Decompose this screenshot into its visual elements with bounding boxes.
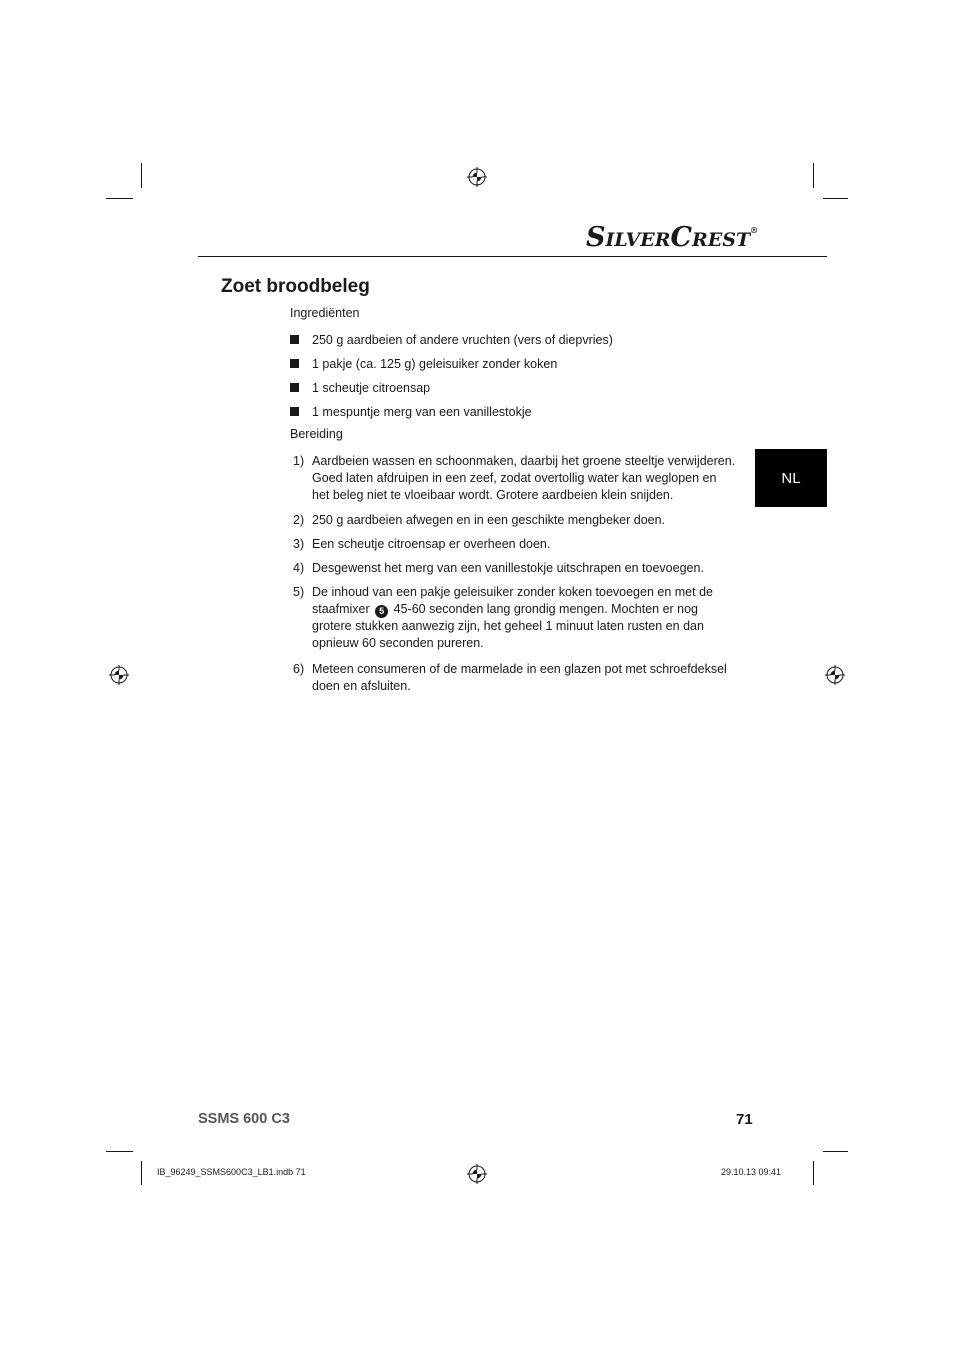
step-line: Desgewenst het merg van een vanillestokje uitschrapen en toevoegen. — [312, 561, 704, 575]
crop-mark — [141, 163, 142, 188]
ingredient-text: 250 g aardbeien of andere vruchten (vers of diepvries) — [312, 333, 613, 347]
numbered-circle-icon: 5 — [375, 605, 388, 618]
step-number: 5) — [293, 585, 305, 599]
ingredient-text: 1 scheutje citroensap — [312, 381, 431, 395]
step-line-part: 45-60 seconden lang grondig mengen. Mochten er nog — [393, 602, 699, 616]
step-line — [312, 601, 733, 618]
step-line: Meteen consumeren of de marmelade in een glazen pot met schroefdeksel — [312, 662, 727, 676]
step-text — [312, 661, 733, 695]
step-text — [312, 536, 733, 553]
crop-mark — [813, 163, 814, 188]
footer-model: SSMS 600 C3 — [198, 1111, 290, 1127]
registered-mark: ® — [750, 225, 759, 235]
step-text — [312, 453, 736, 504]
crop-mark — [823, 1151, 848, 1152]
svg-text:SILVERCREST® — [586, 222, 758, 253]
crop-mark — [813, 1161, 814, 1185]
step-line: grotere stukken aanwezig zijn, het geheel 1 minuut laten rusten en dan — [312, 619, 704, 633]
step-line: De inhoud van een pakje geleisuiker zonder koken toevoegen en met de — [312, 585, 713, 599]
step-number: 1) — [293, 454, 305, 468]
step-line: 250 g aardbeien afwegen en in een geschikte mengbeker doen. — [312, 513, 666, 527]
list-item — [290, 333, 613, 347]
registration-mark-icon — [109, 665, 129, 685]
list-item — [290, 357, 557, 371]
step-text — [312, 560, 733, 577]
page-number: 71 — [736, 1111, 753, 1128]
crop-mark — [823, 198, 848, 199]
step-line: Een scheutje citroensap er overheen doen. — [312, 537, 551, 551]
step-text — [312, 584, 733, 652]
list-item — [290, 381, 430, 395]
preparation-heading: Bereiding — [290, 427, 343, 441]
language-tab: NL — [755, 449, 827, 507]
ingredients-heading: Ingrediënten — [290, 306, 360, 320]
header-rule — [198, 256, 827, 257]
step-number: 4) — [293, 561, 305, 575]
registration-mark-icon — [467, 167, 487, 187]
print-slug-file: IB_96249_SSMS600C3_LB1.indb 71 — [157, 1167, 306, 1177]
step-line: Goed laten afdruipen in een zeef, zodat overtollig water kan weglopen en — [312, 471, 717, 485]
bullet-square-icon — [290, 359, 299, 368]
list-item — [290, 405, 532, 419]
step-line: doen en afsluiten. — [312, 679, 411, 693]
brand-initial: C — [670, 222, 693, 253]
brand-initial: S — [586, 222, 606, 253]
crop-mark — [141, 1161, 142, 1185]
bullet-square-icon — [290, 383, 299, 392]
step-line: Aardbeien wassen en schoonmaken, daarbij het groene steeltje verwijderen. — [312, 454, 736, 468]
step-number: 6) — [293, 662, 305, 676]
print-slug-datetime: 29.10.13 09:41 — [721, 1167, 782, 1177]
crop-mark — [106, 198, 133, 199]
brand-text: REST — [692, 229, 751, 251]
ingredient-text: 1 pakje (ca. 125 g) geleisuiker zonder koken — [312, 357, 558, 371]
brand-logo — [586, 221, 759, 253]
brand-text: ILVER — [605, 229, 671, 251]
registration-mark-icon — [825, 665, 845, 685]
step-line: het beleg niet te vloeibaar wordt. Grotere aardbeien klein snijden. — [312, 488, 674, 502]
step-line-part: staafmixer — [312, 602, 370, 616]
bullet-square-icon — [290, 407, 299, 416]
crop-mark — [106, 1151, 133, 1152]
registration-mark-icon — [467, 1164, 487, 1184]
step-number: 3) — [293, 537, 305, 551]
step-number: 2) — [293, 513, 305, 527]
ingredient-text: 1 mespuntje merg van een vanillestokje — [312, 405, 532, 419]
section-title: Zoet broodbeleg — [221, 276, 370, 297]
step-text — [312, 512, 733, 529]
step-line: opnieuw 60 seconden pureren. — [312, 636, 484, 650]
bullet-square-icon — [290, 335, 299, 344]
